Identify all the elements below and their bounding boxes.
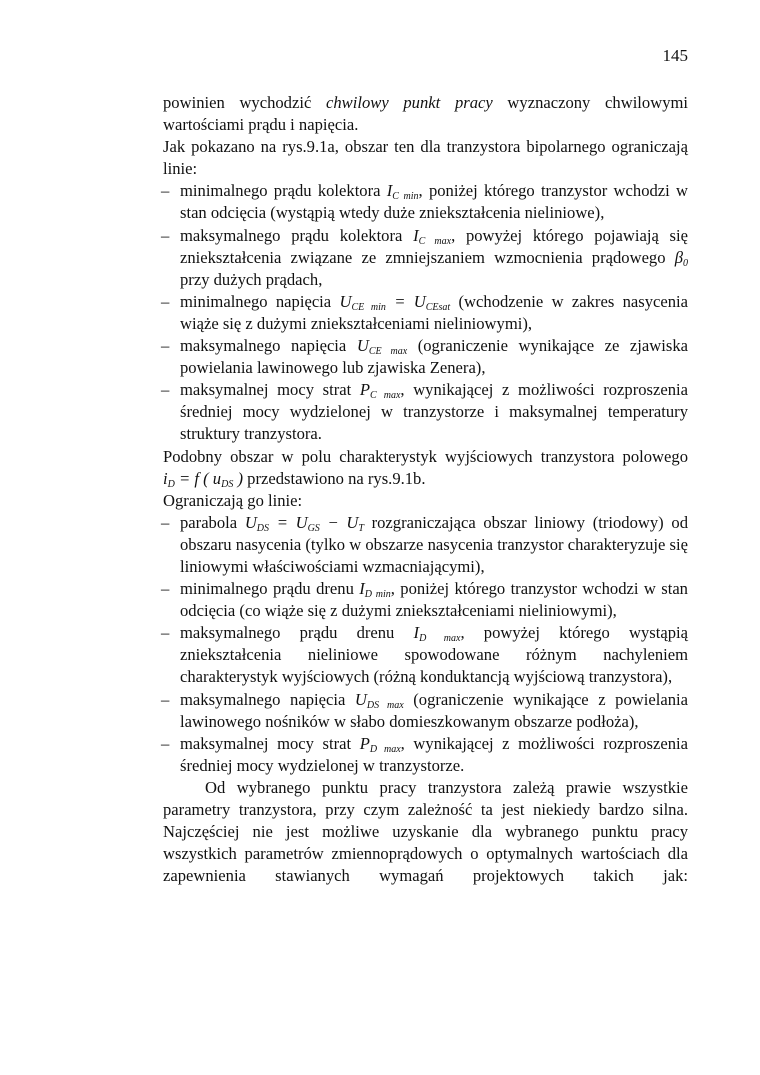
symbol-pd-max: $P_{D max}$ (359, 733, 401, 755)
emphasis-chwilowy: chwilowy punkt pracy (326, 93, 493, 112)
list-item: – parabola $U_{DS} = U_{GS} - U_T$ rozgraniczająca obszar liniowy (triodowy) od obszaru nasycenia (tylko w obszarze nasycenia tranzystor charakteryzuje się liniowymi właściwościami wzmacniającymi), (163, 512, 688, 578)
symbol-pc-max: $P_{C max}$ (359, 380, 401, 402)
formula-id-uds: $i_D = f$ ( $u_{DS}$ ) (163, 468, 244, 490)
list-item: – minimalnego prądu kolektora $I_{C min}$, poniżej którego tranzystor wchodzi w stan odcięcia (wystąpią wtedy duże zniekształcenia nieliniowe), (163, 180, 688, 224)
list-item: – maksymalnego prądu drenu $I_{D max}$, powyżej którego wystąpią zniekształcenia nieliniowe spowodowane różnym nachyleniem charakterystyk wyjściowych (różną konduktancją wyjściową tranzystora), (163, 622, 688, 688)
symbol-uce-max: $U_{CE max}$ (356, 336, 408, 358)
page-body (163, 92, 688, 887)
paragraph-closing: Od wybranego punktu pracy tranzystora zależą prawie wszystkie parametry tranzystora, przy czym zależność ta jest niekiedy bardzo silna. Najczęściej nie jest możliwe uzyskanie dla wybranego punktu pracy wszystkich parametrów zmiennoprądowych o optymalnych wartościach dla zapewnienia stawianych wymagań projektowych takich jak: (163, 777, 688, 886)
symbol-ic-max: $I_{C max}$ (413, 225, 452, 247)
list-item: – minimalnego prądu drenu $I_{D min}$, poniżej którego tranzystor wchodzi w stan odcięcia (co wiąże się z dużymi zniekształceniami nieliniowymi), (163, 578, 688, 622)
page-number: 145 (662, 46, 688, 65)
list-item: – maksymalnej mocy strat $P_{C max}$, wynikającej z możliwości rozproszenia średniej mocy wydzielonej w tranzystorze i maksymalnej temperatury struktury tranzystora. (163, 379, 688, 445)
paragraph-bjt-intro: Jak pokazano na rys.9.1a, obszar ten dla tranzystora bipolarnego ograniczają linie: (163, 137, 688, 179)
symbol-id-max: $I_{D max}$ (413, 623, 461, 645)
formula-uce-min: $U_{CE min} = U_{CEsat}$ (339, 291, 451, 313)
bjt-limits-list (163, 180, 688, 445)
list-item: – maksymalnego napięcia $U_{CE max}$ (ograniczenie wynikające ze zjawiska powielania lawinowego lub zjawiska Zenera), (163, 335, 688, 379)
formula-uds-parabola: $U_{DS} = U_{GS} - U_T$ (244, 512, 364, 534)
paragraph-fet-limits-intro: Ograniczają go linie: (163, 490, 303, 510)
symbol-beta0: $\beta_0$ (674, 247, 688, 269)
symbol-id-min: $I_{D min}$ (359, 579, 391, 601)
paragraph-intro: powinien wychodzić chwilowy punkt pracy wyznaczony chwilowymi wartościami prądu i napięcia. (163, 93, 689, 135)
list-item: – maksymalnego prądu kolektora $I_{C max}$, powyżej którego pojawiają się zniekształcenia związane ze zmniejszaniem wzmocnienia prądowego $\beta_0$ przy dużych prądach, (163, 225, 688, 291)
paragraph-fet-intro: Podobny obszar w polu charakterystyk wyjściowych tranzystora polowego $i_D = f$ ( $u_{DS}$ ) przedstawiono na rys.9.1b. (163, 446, 688, 490)
fet-limits-list (163, 512, 688, 777)
symbol-ic-min: $I_{C min}$ (386, 181, 419, 203)
symbol-uds-max: $U_{DS max}$ (354, 689, 404, 711)
list-item: – minimalnego napięcia $U_{CE min} = U_{CEsat}$ (wchodzenie w zakres nasycenia wiąże się z dużymi zniekształceniami nieliniowymi), (163, 291, 688, 335)
list-item: – maksymalnej mocy strat $P_{D max}$, wynikającej z możliwości rozproszenia średniej mocy wydzielonej w tranzystorze. (163, 733, 688, 777)
list-item: – maksymalnego napięcia $U_{DS max}$ (ograniczenie wynikające z powielania lawinowego nośników w słabo domieszkowanym obszarze podłoża), (163, 689, 688, 733)
